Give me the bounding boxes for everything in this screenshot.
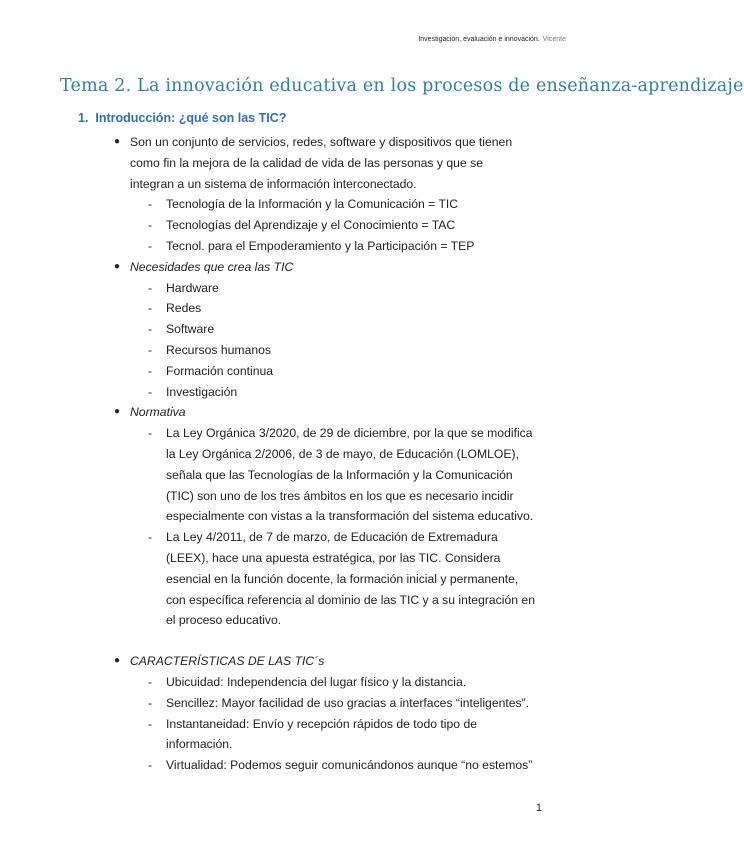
header-course: Investigación, evaluación e innovación. — [418, 36, 540, 43]
section-number: 1. — [78, 111, 89, 125]
dash-item — [0, 278, 600, 299]
bullet-dot: ● — [114, 655, 121, 667]
dash-item — [0, 361, 600, 382]
dash-marker: - — [148, 363, 153, 378]
dash-item-text: Software — [166, 322, 215, 337]
section-heading-text: Introducción: ¿qué son las TIC? — [95, 111, 287, 125]
dash-item-text: La Ley Orgánica 3/2020, de 29 de diciembre, por la que se modifica la Ley Orgánica 2/2006, de 3 de mayo, de Educación (LOMLOE), señala que las Tecnologías de la Información y la Comunicación (TIC) son uno de los tres ámbitos en los que es necesario incidir especialmente con vistas a la transformación del sistema educativo. — [166, 426, 534, 524]
page-number: 1 — [535, 802, 542, 814]
dash-item — [0, 298, 600, 319]
list-spacer — [0, 631, 600, 651]
dash-item-text: La Ley 4/2011, de 7 de marzo, de Educación de Extremadura (LEEX), hace una apuesta estratégica, por las TIC. Considera esencial en la función docente, la formación inicial y permanente, con específica referencia al dominio de las TIC y a su integración en el proceso educativo. — [166, 530, 535, 628]
content-list — [0, 132, 600, 776]
dash-item-text: Hardware — [166, 280, 219, 295]
dash-marker: - — [148, 197, 153, 212]
dash-marker: - — [148, 342, 153, 357]
header-author: Vicente — [542, 36, 566, 43]
bullet-dot: ● — [114, 406, 121, 418]
bullet-item — [0, 257, 600, 278]
dash-item — [0, 693, 600, 714]
dash-marker: - — [148, 695, 153, 710]
dash-item-text: Sencillez: Mayor facilidad de uso gracias a interfaces “inteligentes”. — [166, 695, 530, 710]
dash-marker: - — [148, 758, 153, 773]
dash-item — [0, 382, 600, 403]
dash-marker: - — [148, 530, 153, 545]
bullet-text: Necesidades que crea las TIC — [130, 259, 294, 274]
bullet-text: Son un conjunto de servicios, redes, software y dispositivos que tienen como fin la mejora de la calidad de vida de las personas y que se integran a un sistema de información interconectado. — [130, 135, 513, 191]
bullet-text: Normativa — [130, 405, 186, 420]
running-header — [418, 36, 566, 43]
dash-item-text: Investigación — [166, 384, 238, 399]
dash-marker: - — [148, 322, 153, 337]
section-heading — [78, 111, 286, 125]
dash-marker: - — [148, 218, 153, 233]
dash-item-text: Tecnología de la Información y la Comunicación = TIC — [166, 197, 459, 212]
bullet-dot: ● — [114, 260, 121, 272]
bullet-item — [0, 651, 600, 672]
document-title: Tema 2. La innovación educativa en los procesos de enseñanza-aprendizaje — [60, 76, 744, 96]
dash-marker: - — [148, 280, 153, 295]
dash-item — [0, 423, 600, 527]
dash-item — [0, 755, 600, 776]
dash-marker: - — [148, 426, 153, 441]
dash-item-text: Tecnologías del Aprendizaje y el Conocimiento = TAC — [166, 218, 456, 233]
dash-marker: - — [148, 384, 153, 399]
dash-item-text: Formación continua — [166, 363, 274, 378]
dash-item — [0, 672, 600, 693]
bullet-item — [0, 132, 600, 194]
dash-item — [0, 215, 600, 236]
dash-marker: - — [148, 716, 153, 731]
dash-marker: - — [148, 238, 153, 253]
bullet-dot: ● — [114, 136, 121, 147]
bullet-item — [0, 402, 600, 423]
dash-item-text: Instantaneidad: Envío y recepción rápidos de todo tipo de información. — [166, 716, 477, 752]
bullet-text: CARACTERÍSTICAS DE LAS TIC´s — [130, 654, 325, 669]
dash-marker: - — [148, 301, 153, 316]
dash-marker: - — [148, 674, 153, 689]
dash-item-text: Redes — [166, 301, 202, 316]
dash-item — [0, 194, 600, 215]
dash-item-text: Tecnol. para el Empoderamiento y la Participación = TEP — [166, 238, 475, 253]
dash-item-text: Ubicuidad: Independencia del lugar físico y la distancia. — [166, 674, 467, 689]
dash-item — [0, 714, 600, 756]
dash-item — [0, 527, 600, 631]
dash-item-text: Recursos humanos — [166, 342, 271, 357]
dash-item — [0, 319, 600, 340]
dash-item — [0, 236, 600, 257]
dash-item — [0, 340, 600, 361]
dash-item-text: Virtualidad: Podemos seguir comunicándonos aunque “no estemos” — [166, 758, 533, 773]
